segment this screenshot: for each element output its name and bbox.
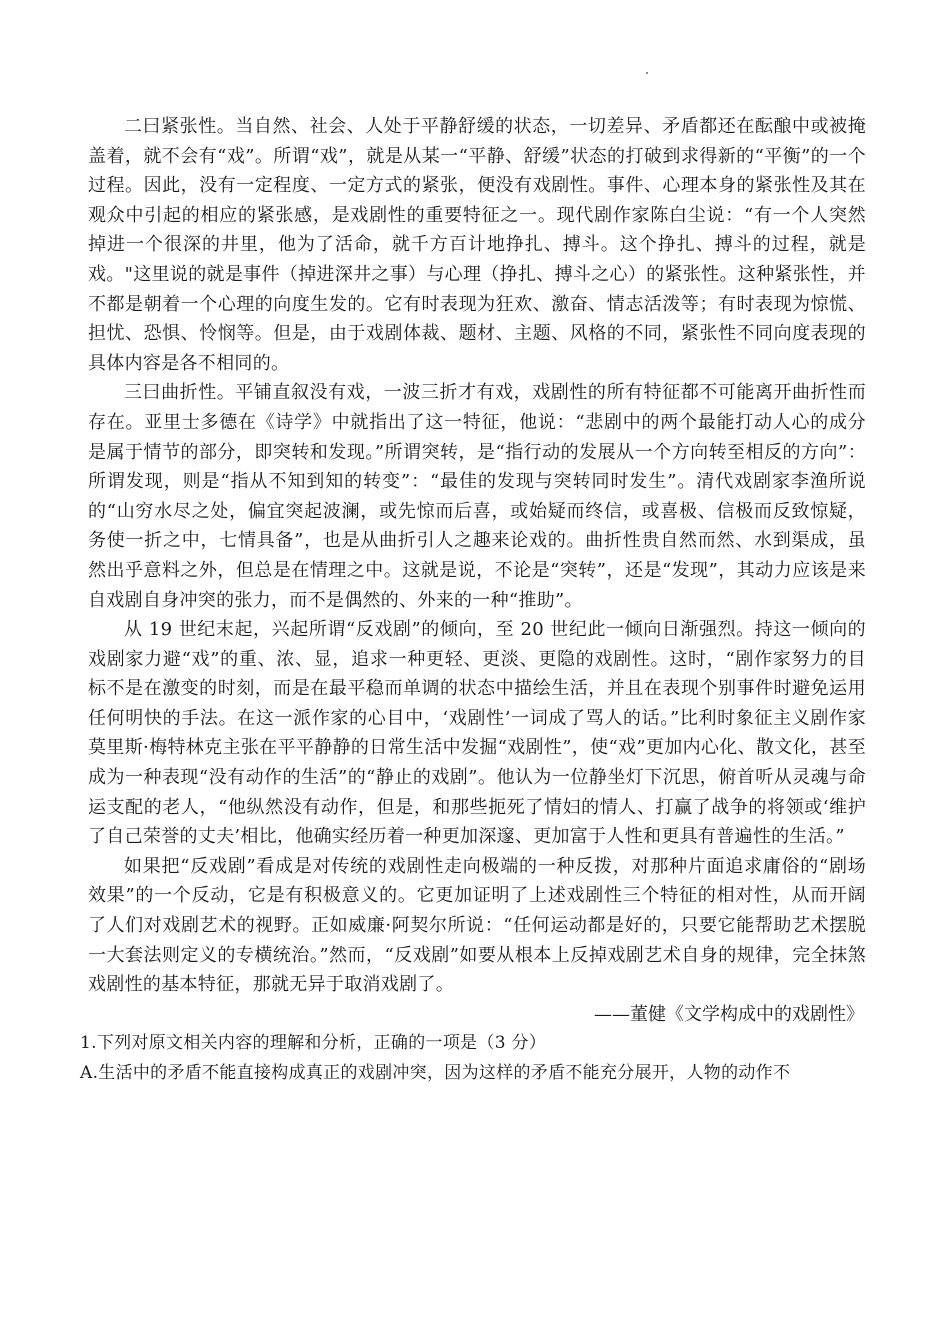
paragraph-twists: 三曰曲折性。平铺直叙没有戏，一波三折才有戏，戏剧性的所有特征都不可能离开曲折性而存在。亚里士多德在《诗学》中就指出了这一特征，他说：“悲剧中的两个最能打动人心的成分是属于情节的部分，即突转和发现。”所谓突转，是“指行动的发展从一个方向转至相反的方向”：所谓发现，则是“指从不知到知的转变”：“最佳的发现与突转同时发生”。清代戏剧家李渔所说的“山穷水尽之处，偏宜突起波澜，或先惊而后喜，或始疑而终信，或喜极、信极而反致惊疑，务使一折之中，七情具备”，也是从曲折引人之趣来论戏的。曲折性贵自然而然、水到渠成，虽然出乎意料之外，但总是在情理之中。这就是说，不论是“突转”，还是“发现”，其动力应该是来自戏剧自身冲突的张力，而不是偶然的、外来的一种“推助”。 bbox=[88, 382, 866, 611]
paragraph-tension: 二曰紧张性。当自然、社会、人处于平静舒缓的状态，一切差异、矛盾都还在酝酿中或被掩盖着，就不会有“戏”。所谓“戏”，就是从某一“平静、舒缓”状态的打破到求得新的“平衡”的一个过程。因此，没有一定程度、一定方式的紧张，便没有戏剧性。事件、心理本身的紧张性及其在观众中引起的相应的紧张感，是戏剧性的重要特征之一。现代剧作家陈白尘说：“有一个人突然掉进一个很深的井里，他为了活命，就千方百计地挣扎、搏斗。这个挣扎、搏斗的过程，就是戏。"这里说的就是事件（掉进深井之事）与心理（挣扎、搏斗之心）的紧张性。这种紧张性，并不都是朝着一个心理的向度生发的。它有时表现为狂欢、激奋、情志活泼等；有时表现为惊慌、担忧、恐惧、怜悯等。但是，由于戏剧体裁、题材、主题、风格的不同，紧张性不同向度表现的具体内容是各不相同的。 bbox=[88, 116, 866, 374]
document-page bbox=[80, 112, 866, 1089]
question-1-option-a: A.生活中的矛盾不能直接构成真正的戏剧冲突，因为这样的矛盾不能充分展开，人物的动作不 bbox=[80, 1063, 791, 1083]
article-source: ——董健《文学构成中的戏剧性》 bbox=[594, 1003, 864, 1025]
scan-dot bbox=[646, 72, 648, 74]
question-1-stem: 1.下列对原文相关内容的理解和分析，正确的一项是（3 分） bbox=[80, 1033, 547, 1054]
paragraph-conclusion: 如果把“反戏剧”看成是对传统的戏剧性走向极端的一种反拨，对那种片面追求庸俗的“剧场效果”的一个反动，它是有积极意义的。它更加证明了上述戏剧性三个特征的相对性，从而开阔了人们对戏剧艺术的视野。正如威廉·阿契尔所说：“任何运动都是好的，只要它能帮助艺术摆脱一大套法则定义的专横统治。”然而，“反戏剧”如要从根本上反掉戏剧艺术自身的规律，完全抹煞戏剧性的基本特征，那就无异于取消戏剧了。 bbox=[88, 855, 866, 996]
paragraph-anti-drama: 从 19 世纪末起，兴起所谓“反戏剧”的倾向，至 20 世纪此一倾向日渐强烈。持这一倾向的戏剧家力避“戏”的重、浓、显，追求一种更轻、更淡、更隐的戏剧性。这时，“剧作家努力的目标不是在激变的时刻，而是在最平稳而单调的状态中描绘生活，并且在表现个别事件时避免运用任何明快的手法。在这一派作家的心目中，‘戏剧性’一词成了骂人的话。”比利时象征主义剧作家莫里斯·梅特林克主张在平平静静的日常生活中发掘“戏剧性”，使“戏”更加内心化、散文化，甚至成为一种表现“没有动作的生活”的“静止的戏剧”。他认为一位静坐灯下沉思，俯首听从灵魂与命运支配的老人，“他纵然没有动作，但是，和那些扼死了情妇的情人、打赢了战争的将领或‘维护了自己荣誉的丈夫’相比，他确实经历着一种更加深邃、更加富于人性和更具有普遍性的生活。” bbox=[88, 619, 866, 848]
